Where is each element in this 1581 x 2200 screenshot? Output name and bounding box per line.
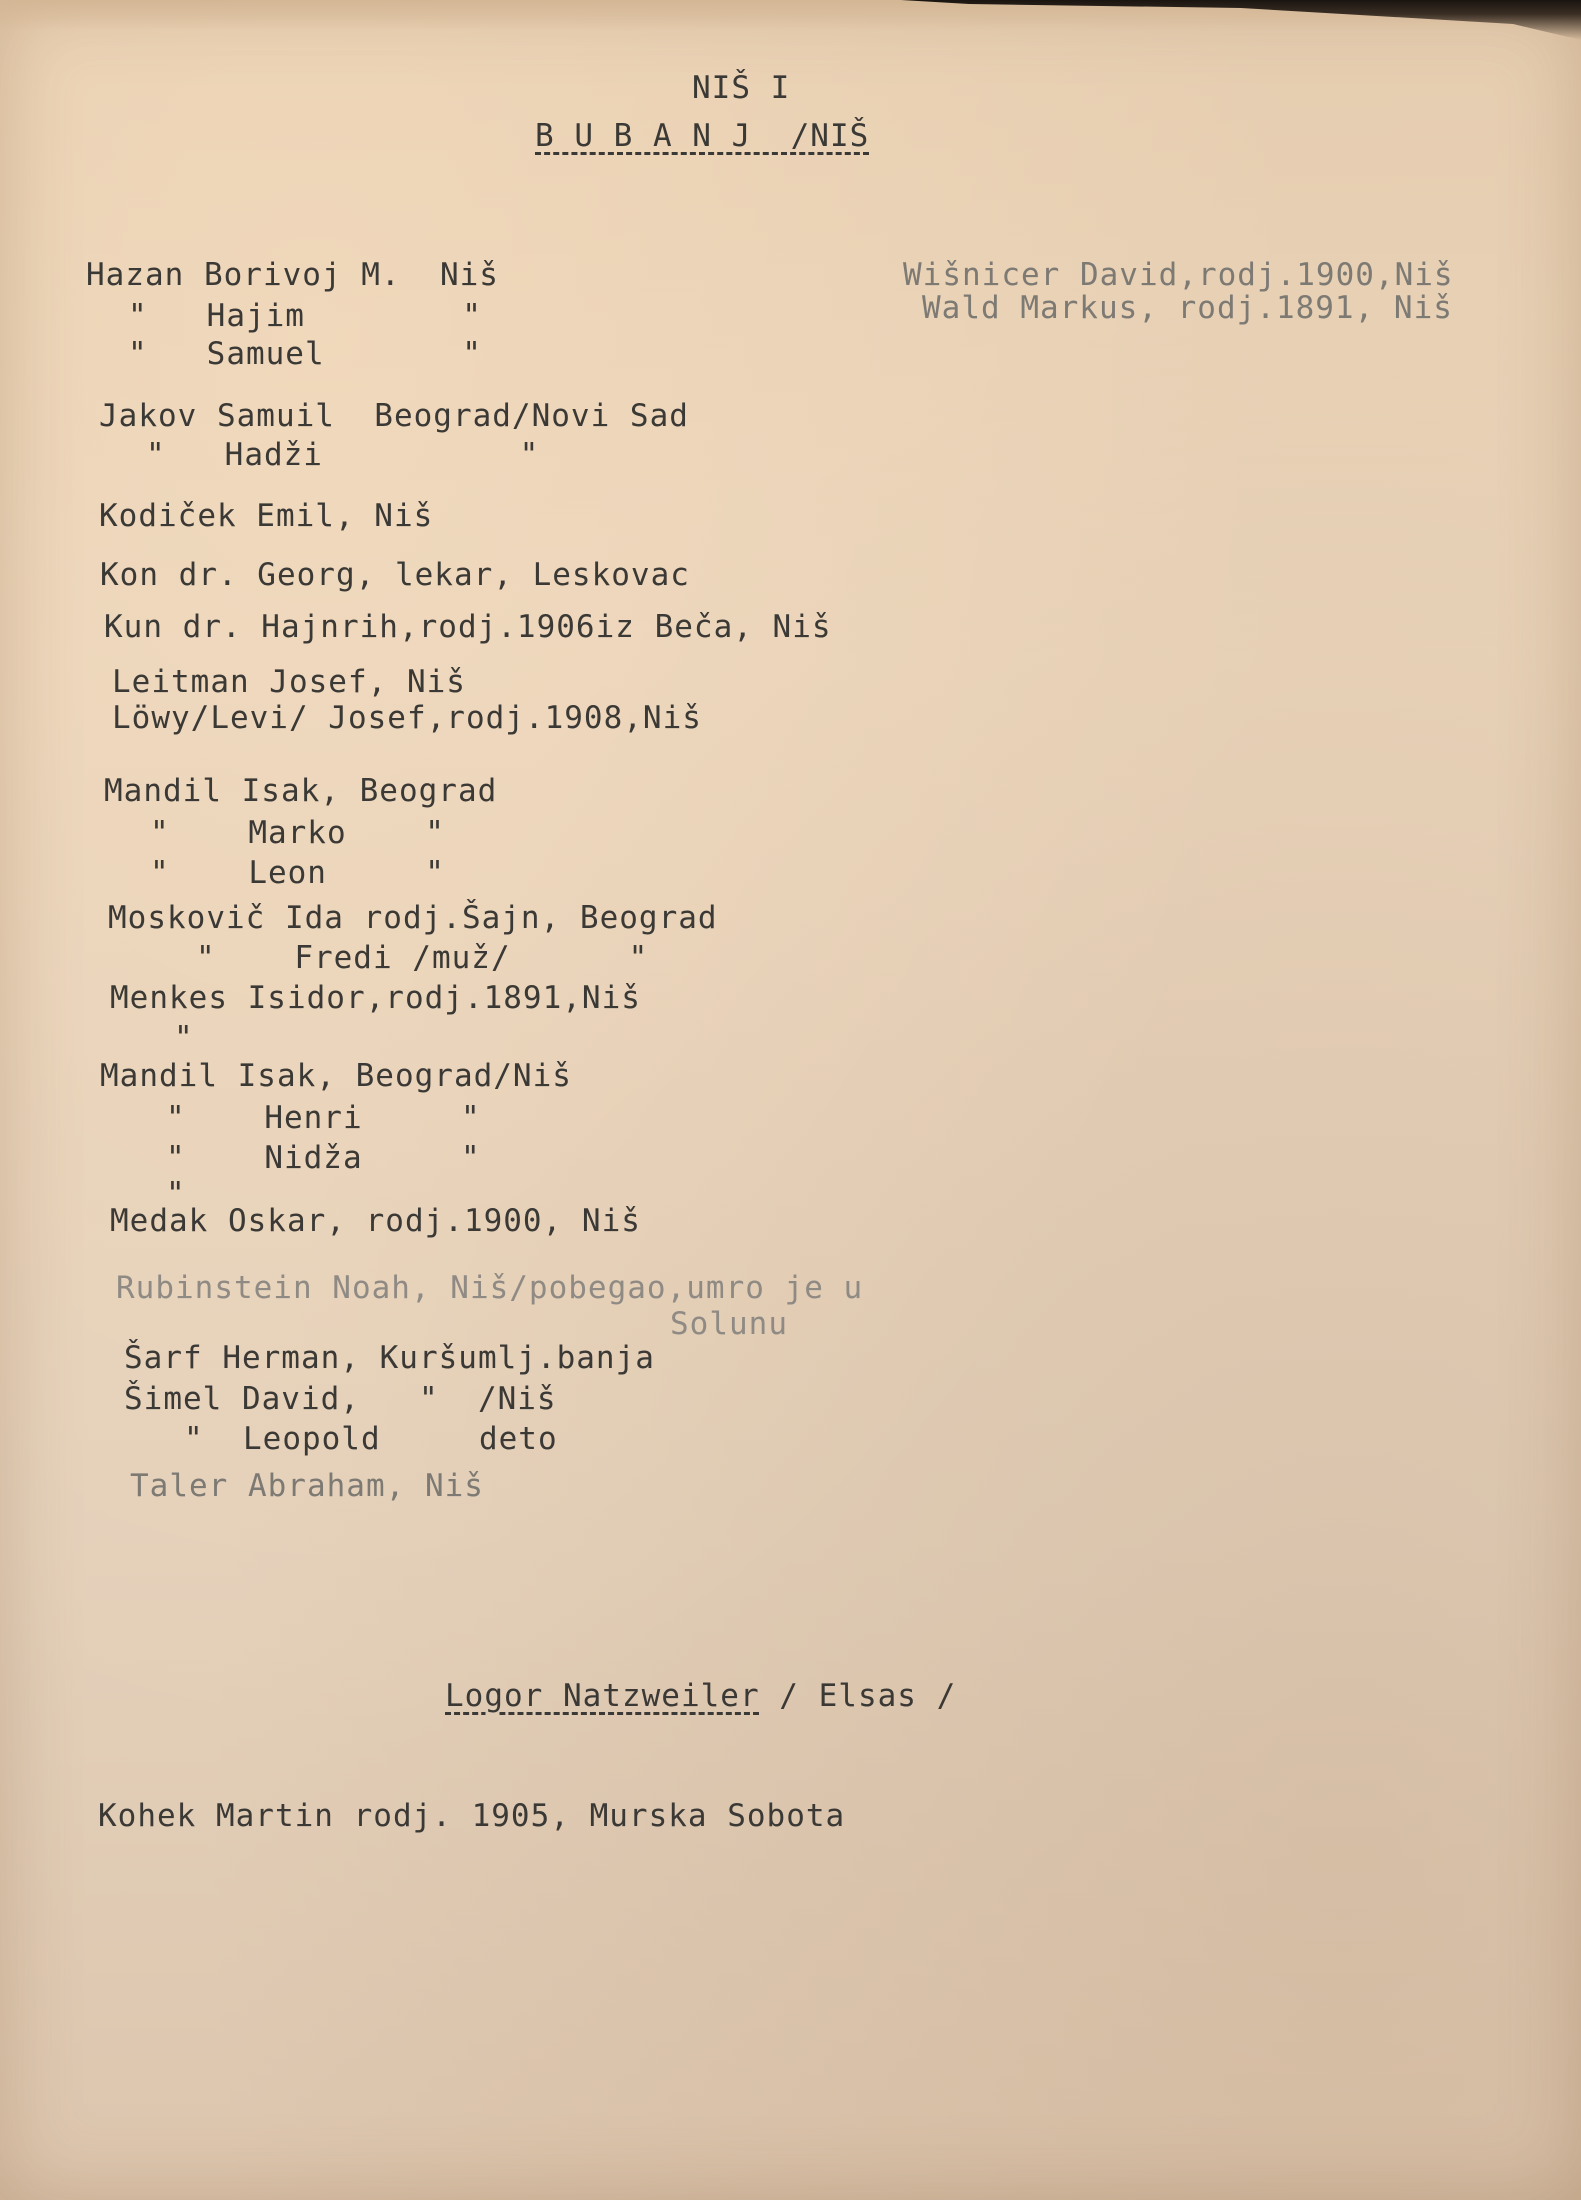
list-item: Šarf Herman, Kuršumlj.banja: [124, 1340, 655, 1376]
list-item: Taler Abraham, Niš: [130, 1468, 484, 1504]
list-item: Löwy/Levi/ Josef,rodj.1908,Niš: [112, 700, 702, 736]
page-title: B U B A N J /NIŠ: [535, 118, 870, 154]
right-entry: Wald Markus, rodj.1891, Niš: [922, 290, 1453, 326]
list-item: Jakov Samuil Beograd/Novi Sad: [99, 398, 689, 434]
list-item: " Marko ": [150, 815, 445, 851]
list-item: ": [174, 1020, 194, 1056]
list-item: " Henri ": [166, 1100, 481, 1136]
list-item: Solunu: [670, 1306, 788, 1342]
list-item: " Hajim ": [128, 298, 482, 334]
camp-location: / Elsas /: [759, 1678, 957, 1714]
list-item: Mandil Isak, Beograd: [104, 773, 498, 809]
list-item: Šimel David, " /Niš: [124, 1381, 557, 1417]
list-item: " Nidža ": [166, 1140, 481, 1176]
header-city: NIŠ I: [692, 70, 791, 106]
list-item: Menkes Isidor,rodj.1891,Niš: [110, 980, 641, 1016]
list-item: Kun dr. Hajnrih,rodj.1906iz Beča, Niš: [104, 609, 832, 645]
list-item: Hazan Borivoj M. Niš: [86, 257, 499, 293]
list-item: " Fredi /muž/ ": [196, 940, 649, 976]
camp-name: Logor Natzweiler: [445, 1678, 760, 1714]
list-item: Rubinstein Noah, Niš/pobegao,umro je u: [116, 1270, 864, 1306]
list-item: Leitman Josef, Niš: [112, 664, 466, 700]
list-item: Mandil Isak, Beograd/Niš: [100, 1058, 572, 1094]
list-item: Medak Oskar, rodj.1900, Niš: [110, 1203, 641, 1239]
list-item: ": [166, 1176, 186, 1212]
list-item: " Leon ": [150, 855, 445, 891]
list-item: " Hadži ": [146, 437, 540, 473]
list-item: " Leopold deto: [184, 1421, 558, 1457]
list-item: " Samuel ": [128, 336, 482, 372]
list-item: Kodiček Emil, Niš: [99, 498, 434, 534]
list-item: Kohek Martin rodj. 1905, Murska Sobota: [98, 1798, 846, 1834]
camp-heading: [445, 1678, 956, 1714]
list-item: Moskovič Ida rodj.Šajn, Beograd: [108, 900, 718, 936]
list-item: Kon dr. Georg, lekar, Leskovac: [100, 557, 690, 593]
right-entry: Wišnicer David,rodj.1900,Niš: [903, 257, 1454, 293]
